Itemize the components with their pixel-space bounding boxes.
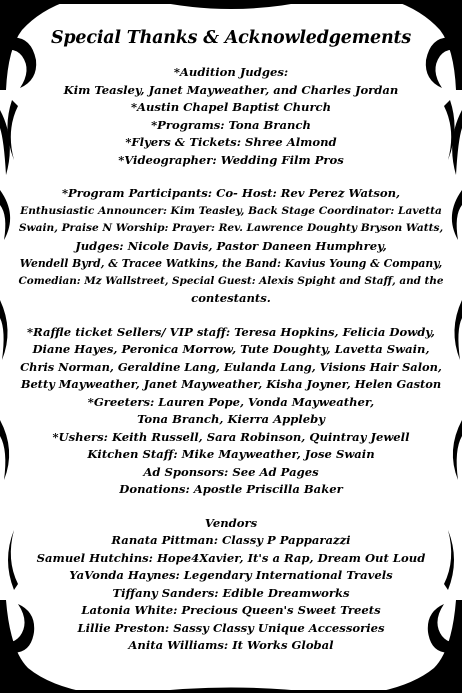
vendor-item: Lillie Preston: Sassy Classy Unique Accessories xyxy=(77,620,385,635)
text-line: Betty Mayweather, Janet Mayweather, Kisha Joyner, Helen Gaston xyxy=(20,377,442,391)
text-line: Enthusiastic Announcer: Kim Teasley, Back Stage Coordinator: Lavetta xyxy=(20,204,442,217)
text-line: *Ushers: Keith Russell, Sara Robinson, Quintray Jewell xyxy=(52,429,410,444)
text-line: *Videographer: Wedding Film Pros xyxy=(118,152,344,167)
vendor-item: Tiffany Sanders: Edible Dreamworks xyxy=(112,585,350,600)
section-program-participants xyxy=(18,185,444,308)
text-line: Diane Hayes, Peronica Morrow, Tute Doughty, Lavetta Swain, xyxy=(32,342,430,356)
vendor-item: Ranata Pittman: Classy P Papparazzi xyxy=(111,533,351,547)
text-line: *Program Participants: Co- Host: Rev Perez Watson, xyxy=(61,186,401,200)
text-line: *Flyers & Tickets: Shree Almond xyxy=(125,135,337,149)
text-line: Wendell Byrd, & Tracee Watkins, the Band: Kavius Young & Company, xyxy=(19,257,443,270)
section-vendors xyxy=(18,515,444,655)
text-line: Kim Teasley, Janet Mayweather, and Charles Jordan xyxy=(63,82,399,97)
text-line: Swain, Praise N Worship: Prayer: Rev. Lawrence Doughty Bryson Watts, xyxy=(18,222,444,234)
text-line: *Raffle ticket Sellers/ VIP staff: Teresa Hopkins, Felicia Dowdy, xyxy=(27,324,435,339)
page-title: Special Thanks & Acknowledgements xyxy=(50,28,412,48)
vendor-item: YaVonda Haynes: Legendary International Travels xyxy=(69,568,393,582)
vendor-item: Anita Williams: It Works Global xyxy=(128,638,334,652)
text-line: *Austin Chapel Baptist Church xyxy=(130,100,332,114)
acknowledgements-content xyxy=(18,28,444,671)
vendor-item: Samuel Hutchins: Hope4Xavier, It's a Rap, Dream Out Loud xyxy=(36,550,426,565)
text-line: Tona Branch, Kierra Appleby xyxy=(137,412,325,426)
section-judges-and-production xyxy=(18,64,444,169)
text-line: *Audition Judges: xyxy=(173,65,289,79)
text-line: Donations: Apostle Priscilla Baker xyxy=(119,482,343,496)
text-line: *Greeters: Lauren Pope, Vonda Mayweather, xyxy=(87,394,375,409)
vendor-item: Latonia White: Precious Queen's Sweet Treets xyxy=(81,603,381,617)
text-line: Chris Norman, Geraldine Lang, Eulanda Lang, Visions Hair Salon, xyxy=(20,359,442,374)
text-line: Kitchen Staff: Mike Mayweather, Jose Swain xyxy=(87,447,375,461)
text-line: Comedian: Mz Wallstreet, Special Guest: Alexis Spight and Staff, and the xyxy=(18,274,444,287)
text-line: contestants. xyxy=(191,291,271,305)
text-line: *Programs: Tona Branch xyxy=(151,117,311,132)
text-line: Judges: Nicole Davis, Pastor Daneen Humphrey, xyxy=(75,238,387,253)
vendors-heading: Vendors xyxy=(204,515,258,530)
text-line: Ad Sponsors: See Ad Pages xyxy=(143,464,319,479)
section-staff-and-volunteers xyxy=(18,324,444,499)
